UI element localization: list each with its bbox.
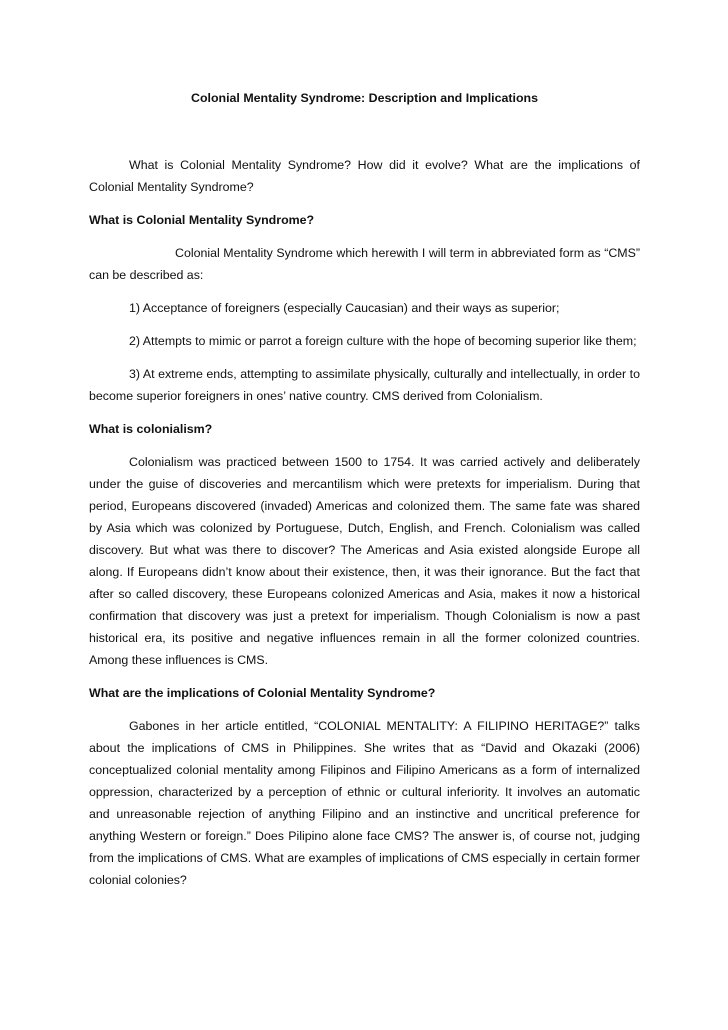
list-item-2: 2) Attempts to mimic or parrot a foreign culture with the hope of becoming superior like them; <box>129 334 637 348</box>
section-heading-cms: What is Colonial Mentality Syndrome? <box>89 213 315 227</box>
document-title: Colonial Mentality Syndrome: Description and Implications <box>191 91 538 105</box>
implications-paragraph: Gabones in her article entitled, “COLONIAL MENTALITY: A FILIPINO HERITAGE?” talks about the implications of CMS in Philippines. She writes that as “David and Okazaki (2006) conceptualized colonial mentality among Filipinos and Filipino Americans as a form of internalized oppression, characterized by a perception of ethnic or cultural inferiority. It involves an automatic and unreasonable rejection of anything Filipino and an instinctive and uncritical preference for anything Western or foreign.” Does Pilipino alone face CMS? The answer is, of course not, judging from the implications of CMS. What are examples of implications of CMS especially in certain former colonial colonies? <box>89 719 640 887</box>
colonialism-paragraph: Colonialism was practiced between 1500 to 1754. It was carried actively and deliberately under the guise of discoveries and mercantilism which were pretexts for imperialism. During that period, Europeans discovered (invaded) Americas and colonized them. The same fate was shared by Asia which was colonized by Portuguese, Dutch, English, and French. Colonialism was called discovery. But what was there to discover? The Americas and Asia existed alongside Europe all along. If Europeans didn’t know about their existence, then, it was their ignorance. But the fact that after so called discovery, these Europeans colonized Americas and Asia, makes it now a historical confirmation that discovery was just a pretext for imperialism. Though Colonialism is now a past historical era, its positive and negative influences remain in all the former colonized countries. Among these influences is CMS. <box>89 455 640 667</box>
section-heading-colonialism: What is colonialism? <box>89 422 213 436</box>
intro-paragraph: What is Colonial Mentality Syndrome? How did it evolve? What are the implications of Colonial Mentality Syndrome? <box>89 158 640 194</box>
list-item-1: 1) Acceptance of foreigners (especially Caucasian) and their ways as superior; <box>129 301 560 315</box>
cms-description-paragraph: Colonial Mentality Syndrome which herewith I will term in abbreviated form as “CMS” can be described as: <box>89 246 640 282</box>
list-item-3: 3) At extreme ends, attempting to assimilate physically, culturally and intellectually, in order to become superior foreigners in ones’ native country. CMS derived from Colonialism. <box>89 367 640 403</box>
section-heading-implications: What are the implications of Colonial Mentality Syndrome? <box>89 686 436 700</box>
document-page <box>89 87 640 902</box>
